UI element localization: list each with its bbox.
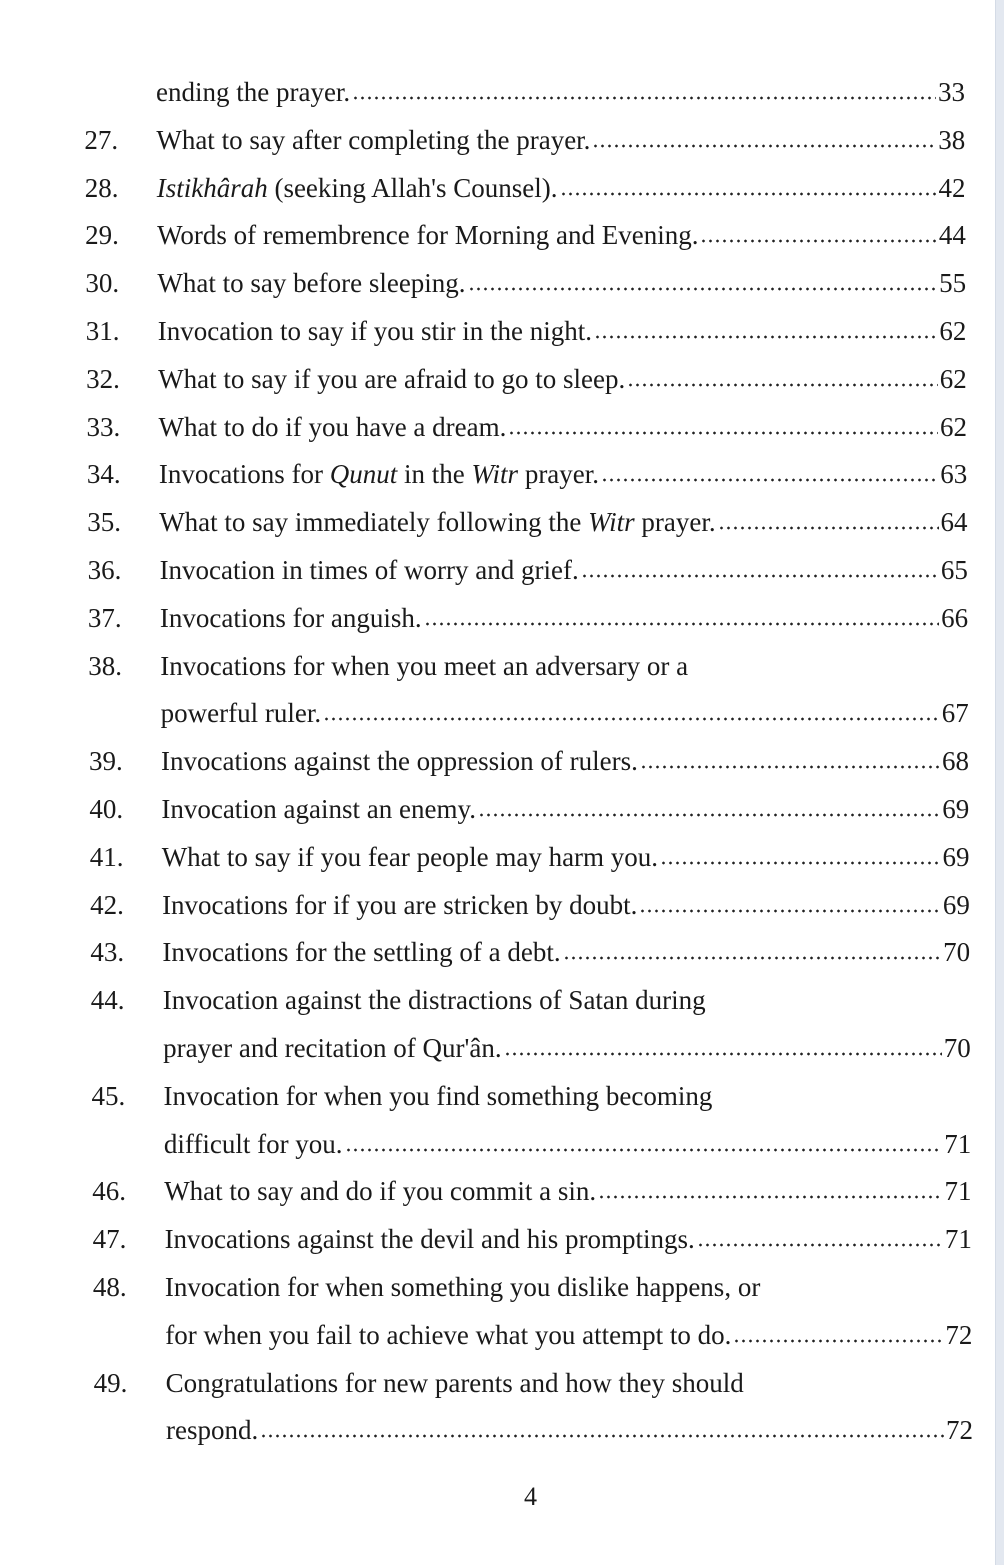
entry-title (158, 359, 625, 399)
title-text: Congratulations for new parents and how they should (165, 1367, 744, 1398)
toc-entry-line (91, 1028, 971, 1068)
dot-leader (598, 1194, 942, 1200)
toc-entry-line (85, 168, 966, 208)
entry-page-number: 71 (944, 1224, 972, 1255)
title-text: Invocations against the oppression of rulers. (161, 746, 638, 777)
toc-entry-line (86, 311, 967, 351)
toc-entry-line (89, 693, 969, 733)
entry-title (160, 598, 422, 638)
italic-term: Witr (588, 507, 635, 538)
toc-entry-line (92, 1076, 972, 1116)
entry-number: 28. (84, 172, 119, 203)
entry-page-number: 62 (940, 411, 967, 442)
dot-leader (508, 430, 938, 436)
title-text: powerful ruler. (160, 698, 322, 729)
entry-page-number: 38 (938, 124, 966, 155)
italic-term: Qunut (329, 459, 398, 490)
title-text: Words of remembrence for Morning and Evening. (157, 220, 699, 251)
entry-number: 46. (92, 1176, 126, 1207)
toc-entry-line (94, 1363, 973, 1403)
entry-title (159, 502, 715, 542)
entry-page-number: 42 (938, 172, 966, 203)
dot-leader (718, 525, 939, 531)
entry-title (159, 454, 599, 494)
dot-leader (563, 955, 942, 961)
dot-leader (733, 1338, 943, 1344)
toc-entry-line (89, 741, 969, 781)
dot-leader (504, 1051, 942, 1057)
title-text: for when you fail to achieve what you attempt to do. (165, 1319, 732, 1350)
entry-number: 40. (89, 794, 124, 824)
title-text: in the (397, 459, 472, 490)
entry-page-number: 63 (940, 459, 968, 490)
dot-leader (639, 908, 940, 914)
entry-title (164, 1124, 343, 1164)
toc-entry-line (93, 1267, 972, 1307)
toc-entry-line (90, 932, 970, 972)
title-text: What to say after completing the prayer. (156, 124, 591, 155)
entry-title (160, 550, 579, 590)
entry-number: 27. (84, 124, 119, 155)
entry-title (157, 263, 465, 303)
title-text: What to say and do if you commit a sin. (164, 1176, 597, 1207)
toc-entry-line (90, 837, 970, 877)
entry-title (161, 789, 476, 829)
dot-leader (640, 764, 940, 770)
entry-page-number: 70 (943, 1033, 971, 1063)
entry-title (159, 407, 507, 447)
entry-page-number: 44 (938, 220, 966, 251)
dot-leader (627, 382, 937, 388)
italic-term: Witr (471, 459, 519, 490)
dot-leader (594, 334, 937, 340)
title-text: Invocation against an enemy. (161, 794, 476, 824)
entry-title (165, 1315, 731, 1355)
toc-entry-line (93, 1315, 972, 1355)
dot-leader (660, 860, 941, 866)
entry-page-number: 62 (939, 316, 967, 346)
toc-entry-line (93, 1219, 972, 1259)
dot-leader (345, 1147, 943, 1153)
entry-page-number: 33 (938, 77, 965, 107)
entry-page-number: 62 (939, 363, 967, 394)
entry-number: 39. (89, 746, 123, 777)
entry-number: 43. (90, 937, 125, 968)
dot-leader (424, 621, 940, 627)
entry-title (157, 215, 698, 255)
entry-number: 44. (90, 985, 125, 1016)
entry-page-number: 71 (944, 1176, 972, 1207)
toc-entry-line (86, 359, 967, 399)
dot-leader (560, 191, 937, 197)
title-text: Invocations for the settling of a debt. (162, 937, 561, 968)
title-text: Invocations for anguish. (159, 602, 422, 633)
entry-title (164, 1076, 713, 1116)
entry-number: 49. (93, 1367, 128, 1398)
entry-page-number: 67 (941, 698, 969, 729)
title-text: What to say immediately following the (159, 507, 589, 538)
toc-entry-line (89, 789, 969, 829)
entry-title (162, 932, 560, 972)
page-edge (995, 0, 1004, 1565)
toc-entry-line (84, 120, 965, 160)
entry-page-number: 70 (943, 937, 971, 968)
entry-title (158, 311, 592, 351)
entry-number: 45. (91, 1080, 126, 1111)
title-text: Invocation for when something you dislike happens, or (164, 1272, 761, 1302)
title-text: difficult for you. (163, 1128, 343, 1159)
entry-page-number: 69 (942, 841, 970, 872)
entry-page-number: 68 (942, 746, 969, 777)
entry-page-number: 64 (940, 507, 968, 538)
dot-leader (468, 286, 938, 292)
dot-leader (700, 238, 936, 244)
toc-entry-line (85, 263, 966, 303)
title-text: What to do if you have a dream. (158, 411, 507, 442)
entry-page-number: 72 (945, 1319, 973, 1350)
toc-entry-line (87, 454, 967, 494)
title-text: Invocation in times of worry and grief. (159, 555, 579, 585)
entry-title (166, 1363, 744, 1403)
title-text: prayer. (634, 507, 716, 538)
entry-page-number: 69 (942, 889, 970, 920)
entry-title (156, 120, 590, 160)
entry-page-number: 66 (941, 602, 969, 633)
entry-number: 34. (86, 459, 121, 490)
entry-title (157, 168, 558, 208)
entry-number: 37. (87, 602, 122, 633)
title-text: prayer and recitation of Qur'ân. (163, 1033, 502, 1063)
dot-leader (601, 477, 938, 483)
title-text: (seeking Allah's Counsel). (267, 172, 558, 203)
title-text: What to say if you are afraid to go to sleep. (158, 363, 626, 394)
entry-title (161, 741, 638, 781)
entry-title (163, 980, 706, 1020)
italic-term: Istikhârah (156, 172, 268, 203)
dot-leader (581, 573, 939, 579)
entry-title (165, 1267, 760, 1307)
title-text: Invocation against the distractions of Satan during (162, 985, 706, 1016)
title-text: prayer. (518, 459, 600, 490)
entry-page-number: 65 (940, 555, 968, 585)
entry-page-number: 55 (939, 268, 967, 299)
entry-number: 33. (86, 411, 121, 442)
entry-number: 35. (87, 507, 121, 538)
toc-entry-line (92, 1171, 971, 1211)
entry-title (166, 1410, 258, 1450)
entry-number: 38. (88, 650, 123, 681)
entry-title (161, 693, 321, 733)
title-text: respond. (166, 1415, 259, 1446)
dot-leader (592, 143, 936, 149)
entry-number: 41. (89, 841, 124, 872)
entry-number: 36. (87, 555, 122, 585)
title-text: Invocations for when you meet an adversary or a (160, 650, 689, 681)
entry-title (163, 1028, 501, 1068)
title-text: Invocations against the devil and his promptings. (164, 1224, 695, 1255)
entry-title (162, 885, 637, 925)
toc-entry-line (85, 215, 966, 255)
entry-number: 47. (92, 1224, 127, 1255)
entry-title (160, 646, 688, 686)
title-text: Invocation for when you find something becoming (163, 1080, 713, 1111)
dot-leader (260, 1433, 944, 1439)
entry-page-number: 71 (944, 1128, 972, 1159)
entry-title (156, 72, 350, 112)
dot-leader (697, 1242, 943, 1248)
entry-number: 48. (92, 1272, 127, 1302)
page-number: 4 (524, 1482, 537, 1511)
title-text: Invocations for (158, 459, 330, 490)
toc-entry-line (88, 550, 968, 590)
entry-number: 29. (85, 220, 119, 251)
entry-number: 31. (85, 316, 120, 346)
toc-entry-line (87, 407, 968, 447)
entry-page-number: 72 (946, 1415, 973, 1446)
toc-entry-line (88, 598, 968, 638)
entry-number: 30. (85, 268, 120, 299)
toc-entry-line (88, 646, 968, 686)
entry-number: 42. (90, 889, 124, 920)
title-text: ending the prayer. (156, 77, 351, 107)
title-text: Invocations for if you are stricken by doubt. (162, 889, 638, 920)
toc-entry-line (94, 1410, 973, 1450)
entry-title (164, 1171, 596, 1211)
toc-entry-line (92, 1124, 971, 1164)
toc-entry-line (91, 980, 971, 1020)
dot-leader (478, 812, 940, 818)
title-text: Invocation to say if you stir in the night. (157, 316, 592, 346)
title-text: What to say if you fear people may harm you. (161, 841, 659, 872)
entry-page-number: 69 (942, 794, 970, 824)
toc-entry-line (84, 72, 965, 112)
dot-leader (323, 716, 940, 722)
entry-number: 32. (86, 363, 120, 394)
entry-title (162, 837, 658, 877)
entry-title (165, 1219, 695, 1259)
title-text: What to say before sleeping. (157, 268, 466, 299)
toc-entry-line (90, 885, 970, 925)
dot-leader (352, 95, 936, 101)
toc-entry-line (87, 502, 967, 542)
